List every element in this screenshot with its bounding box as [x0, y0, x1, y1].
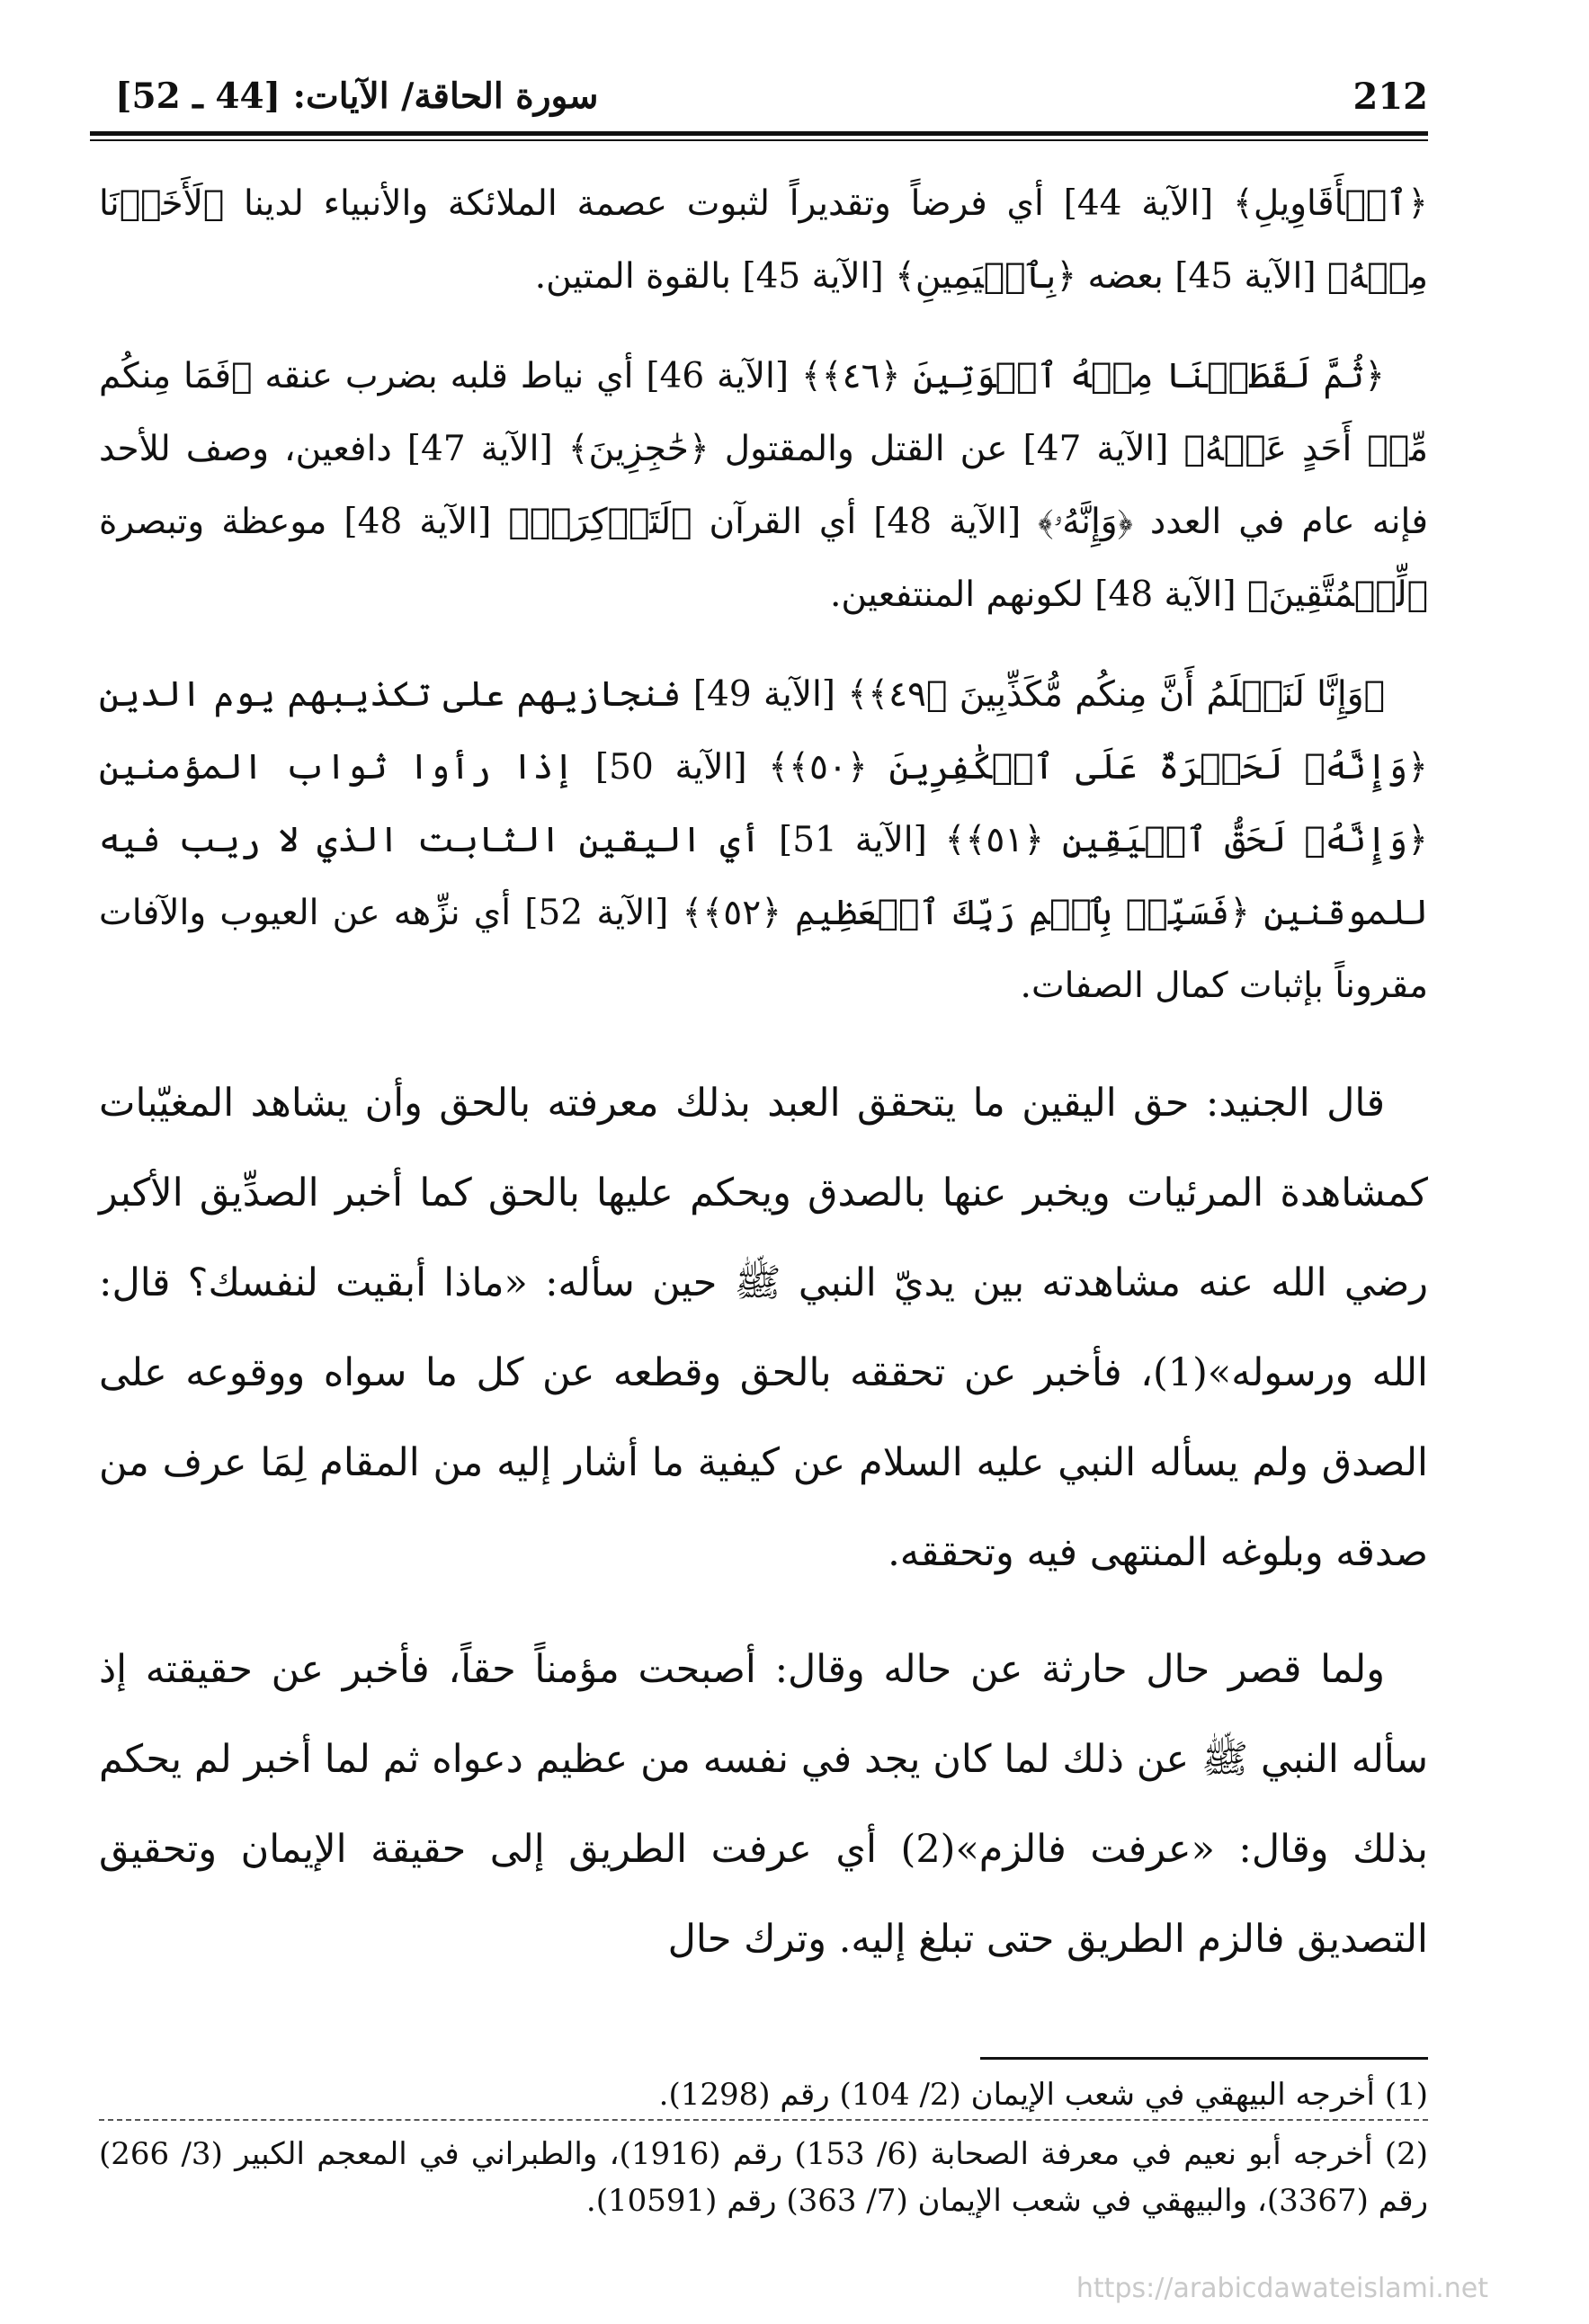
paragraph-haritha: ولما قصر حال حارثة عن حاله وقال: أصبحت مؤمناً حقاً، فأخبر عن حقيقته إذ سأله النبي ﷺ عن ذلك لما كان يجد في نفسه من عظيم دعواه ثم لما أخبر لم يحكم بذلك وقال: «عرفت فالزم»(2) أي عرفت الطريق إلى حقيقة الإيمان وتحقيق التصديق فالزم الطريق حتى تبلغ إليه. وترك حال: [99, 1647, 1429, 1962]
page-number: 212: [1352, 76, 1428, 118]
paragraph-verses-49-52: ﴿وَإِنَّا لَنَعۡلَمُ أَنَّ مِنكُم مُّكَذِّبِينَ ﴿٤٩﴾﴾ [الآية 49] فنجازيهم على تكذيبهم يوم الدين ﴿وَإِنَّهُۥ لَحَسۡرَةٌ عَلَى ٱلۡكَٰفِرِينَ ﴿٥٠﴾﴾ [الآية 50] إذا رأوا ثواب المؤمنين ﴿وَإِنَّهُۥ لَحَقُّ ٱلۡيَقِينِ ﴿٥١﴾﴾ [الآية 51] أي اليقين الثابت الذي لا ريب فيه للموقنين ﴿فَسَبِّحۡ بِٱسۡمِ رَبِّكَ ٱلۡعَظِيمِ ﴿٥٢﴾﴾ [الآية 52] أي نزِّهه عن العيوب والآفات مقروناً بإثبات كمال الصفات.: [99, 674, 1429, 1006]
paragraph-verses-44-45: ﴿ٱلۡأَقَاوِيلِ﴾ [الآية 44] أي فرضاً وتقديراً لثبوت عصمة الملائكة والأنبياء لدينا ﴿لَأَخَذۡنَا مِنۡهُ﴾ [الآية 45] بعضه ﴿بِٱلۡيَمِينِ﴾ [الآية 45] بالقوة المتين.: [99, 183, 1428, 297]
header-rule-thin: [90, 139, 1428, 141]
footnote-rule: [980, 2057, 1428, 2060]
watermark-url: https://arabicdawateislami.net: [1076, 2273, 1488, 2304]
header-rule-thick: [90, 131, 1428, 136]
footnote-1: (1) أخرجه البيهقي في شعب الإيمان (2/ 104) رقم (1298).: [658, 2077, 1428, 2113]
footnote-2: (2) أخرجه أبو نعيم في معرفة الصحابة (6/ 153) رقم (1916)، والطبراني في المعجم الكبير (3/ 266) رقم (3367)، والبيهقي في شعب الإيمان (7/ 363) رقم (10591).: [99, 2136, 1428, 2219]
paragraph-junaid: قال الجنيد: حق اليقين ما يتحقق العبد بذلك معرفته بالحق وأن يشاهد المغيّبات كمشاهدة المرئيات ويخبر عنها بالصدق ويحكم عليها بالحق كما أخبر الصدِّيق الأكبر رضي الله عنه مشاهدته بين يديّ النبي ﷺ حين سأله: «ماذا أبقيت لنفسك؟ قال: الله ورسوله»(1)، فأخبر عن تحققه بالحق وقطعه عن كل ما سواه ووقوعه على الصدق ولم يسأله النبي عليه السلام عن كيفية ما أشار إليه من المقام لِمَا عرف من صدقه وبلوغه المنتهى فيه وتحققه.: [99, 1081, 1428, 1575]
paragraph-verses-46-48: ﴿ثُمَّ لَقَطَعۡنَا مِنۡهُ ٱلۡوَتِينَ ﴿٤٦﴾﴾ [الآية 46] أي نياط قلبه بضرب عنقه ﴿فَمَا مِنكُم مِّنۡ أَحَدٍ عَنۡهُ﴾ [الآية 47] عن القتل والمقتول ﴿حَٰجِزِينَ﴾ [الآية 47] دافعين، وصف للأحد فإنه عام في العدد ﴿وَإِنَّهُۥ﴾ [الآية 48] أي القرآن ﴿لَتَذۡكِرَةٞ﴾ [الآية 48] موعظة وتبصرة ﴿لِّلۡمُتَّقِينَ﴾ [الآية 48] لكونهم المنتفعين.: [99, 356, 1428, 615]
running-header: [90, 70, 1428, 124]
chapter-title: سورة الحاقة/ الآيات: [44 ـ 52]: [115, 76, 599, 117]
footnotes: [99, 2071, 1428, 2224]
body-text: [99, 167, 1428, 1984]
